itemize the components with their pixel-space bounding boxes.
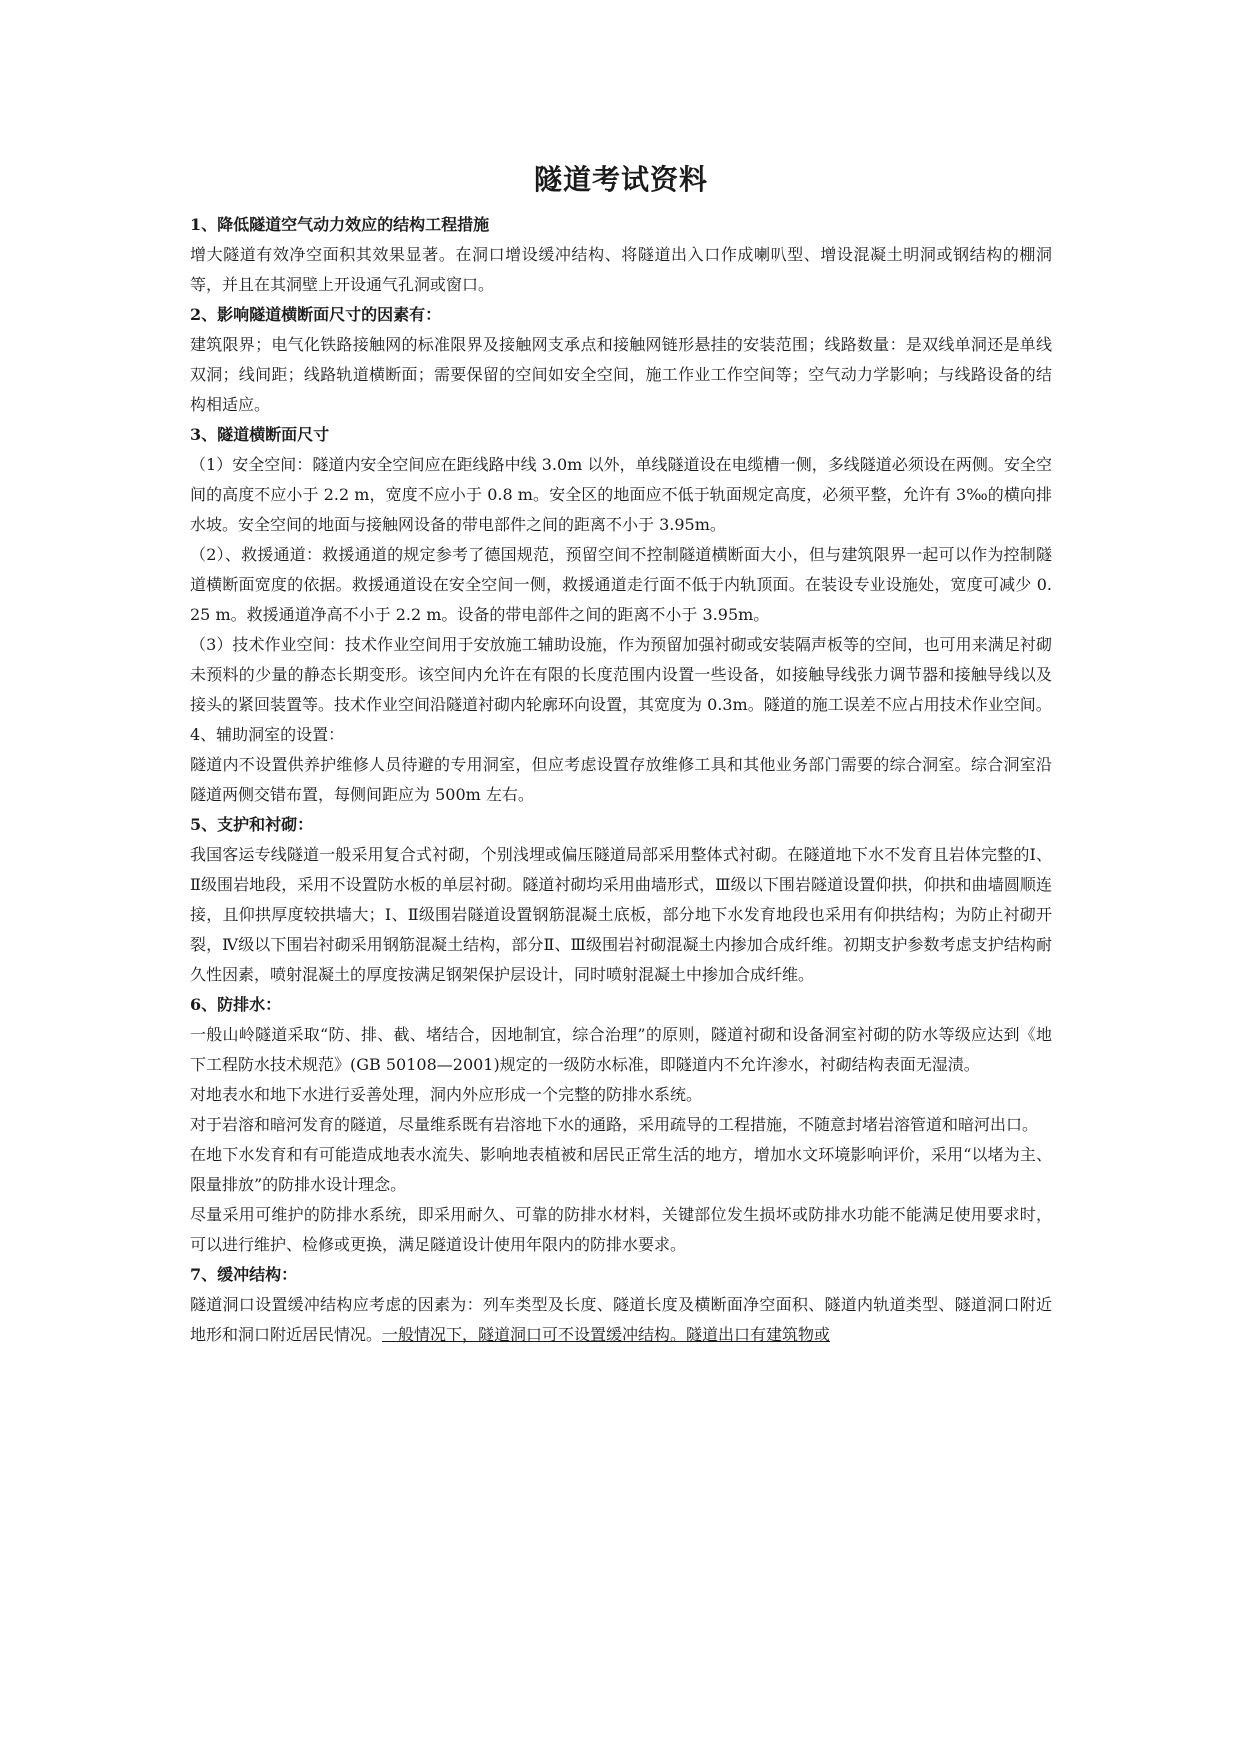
section-6-paragraph-4: 在地下水发育和有可能造成地表水流失、影响地表植被和居民正常生活的地方，增加水文环境影响评价，采用“以堵为主、限量排放”的防排水设计理念。 xyxy=(190,1145,1052,1194)
section-2 xyxy=(190,300,1052,420)
section-7-text: 隧道洞口设置缓冲结构应考虑的因素为：列车类型及长度、隧道长度及横断面净空面积、隧道内轨道类型、隧道洞口附近地形和洞口附近居民情况。 xyxy=(190,1295,1052,1344)
section-6-heading: 6、防排水： xyxy=(190,995,282,1014)
section-6-paragraph-1: 一般山岭隧道采取“防、排、截、堵结合，因地制宜，综合治理”的原则，隧道衬砌和设备洞室衬砌的防水等级应达到《地下工程防水技术规范》(GB 50108—2001)规定的一级防水标准，即隧道内不允许渗水，衬砌结构表面无湿渍。 xyxy=(190,1025,1052,1074)
section-3-safety-space: （1）安全空间：隧道内安全空间应在距线路中线 3.0m 以外，单线隧道设在电缆槽一侧，多线隧道必须设在两侧。安全空间的高度不应小于 2.2 m，宽度不应小于 0.8 m。安全区的地面应不低于轨面规定高度，必须平整，允许有 3‰的横向排水坡。安全空间的地面与接触网设备的带电部件之间的距离不小于 3.95m。 xyxy=(190,455,1052,534)
section-5-paragraph-1: 我国客运专线隧道一般采用复合式衬砌，个别浅埋或偏压隧道局部采用整体式衬砌。在隧道地下水不发育且岩体完整的Ⅰ、Ⅱ级围岩地段，采用不设置防水板的单层衬砌。隧道衬砌均采用曲墙形式，Ⅲ级以下围岩隧道设置仰拱，仰拱和曲墙圆顺连接，且仰拱厚度较拱墙大；Ⅰ、Ⅱ级围岩隧道设置钢筋混凝土底板，部分地下水发育地段也采用有仰拱结构；为防止衬砌开裂，Ⅳ级以下围岩衬砌采用钢筋混凝土结构，部分Ⅱ、Ⅲ级围岩衬砌混凝土内掺加合成纤维。初期支护参数考虑支护结构耐久性因素，喷射混凝土的厚度按满足钢架保护层设计，同时喷射混凝土中掺加合成纤维。 xyxy=(190,845,1052,984)
section-1-heading: 1、降低隧道空气动力效应的结构工程措施 xyxy=(190,215,490,234)
document-page xyxy=(190,160,1052,1350)
section-3 xyxy=(190,420,1052,720)
section-5-heading: 5、支护和衬砌： xyxy=(190,815,314,834)
section-2-heading: 2、影响隧道横断面尺寸的因素有： xyxy=(190,305,442,324)
section-5 xyxy=(190,810,1052,990)
section-7 xyxy=(190,1260,1052,1350)
section-7-underlined-text: 一般情况下，隧道洞口可不设置缓冲结构。隧道出口有建筑物或 xyxy=(382,1325,831,1344)
section-6 xyxy=(190,990,1052,1260)
document-title: 隧道考试资料 xyxy=(533,163,708,196)
section-3-heading: 3、隧道横断面尺寸 xyxy=(190,425,330,444)
section-1-paragraph-1: 增大隧道有效净空面积其效果显著。在洞口增设缓冲结构、将隧道出入口作成喇叭型、增设混凝土明洞或钢结构的棚洞等，并且在其洞壁上开设通气孔洞或窗口。 xyxy=(190,245,1052,294)
section-6-paragraph-2: 对地表水和地下水进行妥善处理，洞内外应形成一个完整的防排水系统。 xyxy=(190,1085,703,1104)
section-4-paragraph-1: 隧道内不设置供养护维修人员待避的专用洞室，但应考虑设置存放维修工具和其他业务部门需要的综合洞室。综合洞室沿隧道两侧交错布置，每侧间距应为 500m 左右。 xyxy=(190,755,1052,804)
section-3-technical-space: （3）技术作业空间：技术作业空间用于安放施工辅助设施，作为预留加强衬砌或安装隔声板等的空间，也可用来满足衬砌未预料的少量的静态长期变形。该空间内允许在有限的长度范围内设置一些设备，如接触导线张力调节器和接触导线以及接头的紧回装置等。技术作业空间沿隧道衬砌内轮廓环向设置，其宽度为 0.3m。隧道的施工误差不应占用技术作业空间。 xyxy=(190,635,1052,714)
section-3-rescue-channel: （2）、救援通道：救援通道的规定参考了德国规范，预留空间不控制隧道横断面大小，但与建筑限界一起可以作为控制隧道横断面宽度的依据。救援通道设在安全空间一侧，救援通道走行面不低于内轨顶面。在装设专业设施处，宽度可减少 0.25 m。救援通道净高不小于 2.2 m。设备的带电部件之间的距离不小于 3.95m。 xyxy=(190,545,1052,624)
section-4-heading: 4、辅助洞室的设置： xyxy=(190,725,345,744)
section-6-paragraph-5: 尽量采用可维护的防排水系统，即采用耐久、可靠的防排水材料，关键部位发生损坏或防排水功能不能满足使用要求时，可以进行维护、检修或更换，满足隧道设计使用年限内的防排水要求。 xyxy=(190,1205,1052,1254)
section-7-heading: 7、缓冲结构： xyxy=(190,1265,298,1284)
section-4 xyxy=(190,720,1052,810)
section-6-paragraph-3: 对于岩溶和暗河发育的隧道，尽量维系既有岩溶地下水的通路，采用疏导的工程措施，不随意封堵岩溶管道和暗河出口。 xyxy=(190,1115,1039,1134)
section-2-paragraph-1: 建筑限界；电气化铁路接触网的标准限界及接触网支承点和接触网链形悬挂的安装范围；线路数量：是双线单洞还是单线双洞；线间距；线路轨道横断面；需要保留的空间如安全空间，施工作业工作空间等；空气动力学影响；与线路设备的结构相适应。 xyxy=(190,335,1052,414)
section-7-paragraph-1 xyxy=(190,1290,1052,1350)
section-1 xyxy=(190,210,1052,300)
